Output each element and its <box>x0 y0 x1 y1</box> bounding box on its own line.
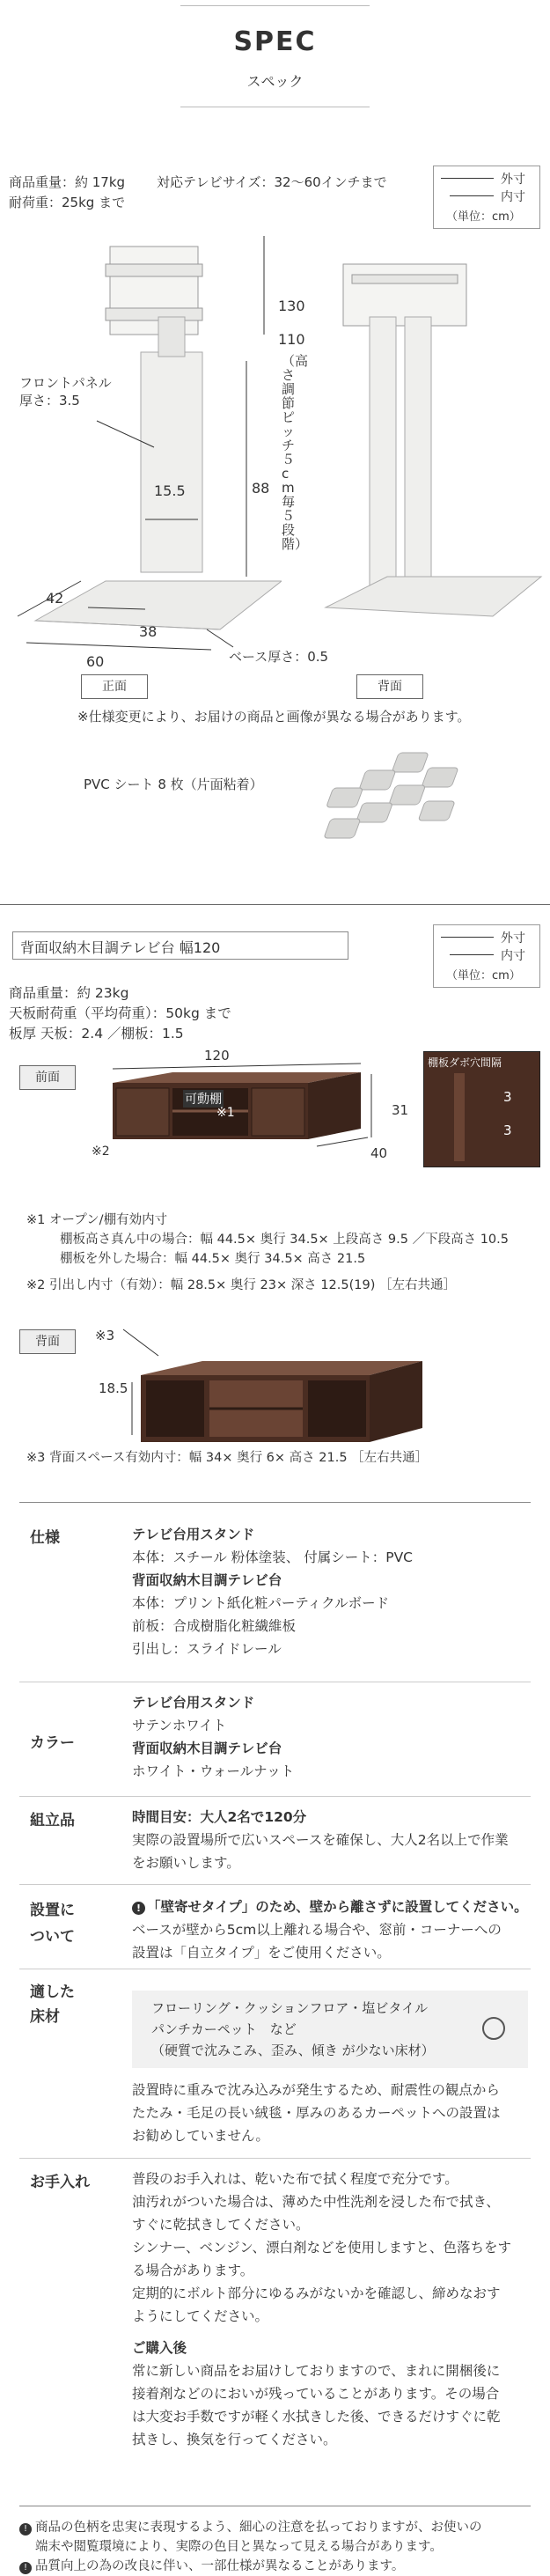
front-panel-thickness: 厚さ：3.5 <box>19 393 80 408</box>
floor-body: 設置時に重みで沈み込みが発生するため、耐震性の観点から たたみ・毛足の長い絨毯・厚みのあるカーペットへの設置は お勧めしていません。 <box>132 2082 501 2144</box>
floor-head: 適した 床材 <box>30 1984 75 2026</box>
front-panel-label: フロントパネル <box>19 375 112 391</box>
note1-line1: 棚板高さ真ん中の場合：幅 44.5× 奥行 34.5× 上段高さ 9.5 ／下段高さ 10.5 <box>60 1233 509 1247</box>
stand-note: ※仕様変更により、お届けの商品と画像が異なる場合があります。 <box>77 709 471 725</box>
cabinet-weight: 商品重量：約 23kg <box>9 985 129 1001</box>
spec-head: 仕様 <box>30 1529 60 1547</box>
info-icon: ! <box>19 2523 32 2536</box>
spec-row-care <box>19 2158 531 2524</box>
base-thickness: ベース厚さ：0.5 <box>229 649 329 665</box>
color-body: テレビ台用スタンド サテンホワイト 背面収納木目調テレビ台 ホワイト・ウォールナット <box>132 1695 295 1779</box>
dim-18-5: 18.5 <box>99 1380 128 1396</box>
back-pillar-left <box>370 317 396 607</box>
inner-arrow-icon <box>450 954 494 955</box>
care-body: 普段のお手入れは、乾いた布で拭く程度で充分です。 油汚れがついた場合は、薄めた中性洗剤を浸した布で拭き、 すぐに乾拭きしてください。 シンナー、ベンジン、漂白剤などを使用しますと、色落ちをす る場合があります。 定期的にボルト部分にゆるみがないかを確認し、締めなおす ようにしてください。 ご購入後 常に新しい商品をお届けしておりますので、まれに開梱後に 接着剤などのにおいが残っていることがあります。その場合 は大変お手数ですが軽く水拭きした後、できるだけすぐに乾 拭きし、換気を行ってください。 <box>132 2171 511 2447</box>
stand-tv-size: 対応テレビサイズ：32～60インチまで <box>157 174 387 190</box>
assembly-head: 組立品 <box>30 1812 75 1829</box>
note1-line2: 棚板を外した場合：幅 44.5× 奥行 34.5× 高さ 21.5 <box>60 1252 366 1266</box>
install-body: ! 「壁寄せタイプ」のため、壁から離さずに設置してください。 ベースが壁から5cm以上離れる場合や、窓前・コーナーへの 設置は「自立タイプ」をご使用ください。 <box>132 1895 528 1964</box>
color-head: カラー <box>30 1734 75 1752</box>
mark3: ※3 <box>95 1328 115 1343</box>
spec-table-top-rule <box>19 1502 531 1503</box>
section-divider <box>0 904 550 905</box>
floor-box <box>132 1991 528 2068</box>
stand-load: 耐荷重：25kg まで <box>9 195 126 210</box>
stand-front-label: 正面 <box>81 674 148 699</box>
floor-box-text: フローリング・クッションフロア・塩ビタイル パンチカーペット など （硬質で沈みこみ、歪み、傾き が少ない床材） <box>151 2000 435 2058</box>
footer-line3: ! 品質向上の為の改良に伴い、一部仕様が異なることがあります。 <box>19 2557 539 2576</box>
care-head: お手入れ <box>30 2174 90 2191</box>
pvc-sheets-icon <box>312 748 506 850</box>
back-pillar-right <box>405 317 431 607</box>
dim-line-60 <box>26 643 211 650</box>
assembly-body: 時間目安：大人2名で120分 実際の設置場所で広いスペースを確保し、大人2名以上で作業 をお願いします。 <box>132 1809 509 1871</box>
spec-row-color <box>19 1682 531 1795</box>
header-rule-top <box>180 5 370 6</box>
cabinet-back-side <box>370 1361 422 1442</box>
cabinet-back-label: 背面 <box>19 1329 76 1354</box>
cabinet-title-box <box>12 931 348 960</box>
drawer-left <box>116 1088 169 1136</box>
stand-back-label: 背面 <box>356 674 423 699</box>
outer-arrow-icon <box>441 937 494 938</box>
dim-155: 15.5 <box>154 482 186 499</box>
footer: ! 商品の色柄を忠実に表現するよう、細心の注意を払っておりますが、お使いの 端末や閲覧環境により、実際の色目と異なって見える場合があります。 ! 品質向上の為の改良に伴い、一部仕様が異なることがあります。 <box>19 2518 539 2576</box>
page-subtitle: スペック <box>246 73 304 90</box>
cabinet-back-diagram <box>88 1312 440 1453</box>
dim-120: 120 <box>204 1048 230 1064</box>
drawer-right <box>252 1088 304 1136</box>
spec-row-spec <box>19 1514 531 1673</box>
dim-130: 130 <box>278 298 305 314</box>
tv-mount-bar-2 <box>106 308 202 320</box>
info-icon: ! <box>132 1902 145 1915</box>
cabinet-front-label: 前面 <box>19 1065 76 1090</box>
movable-shelf-label: 可動棚 <box>183 1090 224 1108</box>
dim-42: 42 <box>46 590 64 607</box>
outer-arrow-icon <box>441 178 494 179</box>
mark1: ※1 <box>216 1106 235 1120</box>
base-thickness-leader <box>207 629 233 647</box>
spec-row-floor <box>19 1969 531 2159</box>
note2: ※2 引出し内寸（有効）：幅 28.5× 奥行 23× 深さ 12.5(19) ［左右共通］ <box>26 1278 456 1292</box>
mark2: ※2 <box>92 1144 110 1159</box>
dim-40: 40 <box>370 1145 388 1161</box>
install-head: 設置に ついて <box>30 1902 75 1946</box>
tv-mount-bar <box>106 264 202 276</box>
install-warning: ! 「壁寄せタイプ」のため、壁から離さずに設置してください。 <box>132 1895 528 1918</box>
dowel-label: 棚板ダボ穴間隔 <box>428 1056 502 1069</box>
spec-row-assembly <box>19 1796 531 1885</box>
stand-pillar <box>141 352 202 572</box>
dowel-detail <box>423 1051 540 1167</box>
back-space-left <box>146 1380 204 1437</box>
dim-60: 60 <box>86 653 105 670</box>
dim-88: 88 <box>252 480 270 497</box>
spec-body: テレビ台用スタンド 本体：スチール 粉体塗装、 付属シート：PVC 背面収納木目調テレビ台 本体：プリント紙化粧パーティクルボード 前板：合成樹脂化粧繊維板 引出し：スライドレール <box>132 1527 414 1657</box>
cabinet-top-load: 天板耐荷重（平均荷重）：50kg まで <box>9 1005 231 1021</box>
dowel-dim-1: 3 <box>503 1089 512 1105</box>
dowel-dim-2: 3 <box>503 1122 512 1138</box>
ok-circle-icon <box>482 2017 505 2040</box>
dowel-strip <box>454 1073 465 1161</box>
dim-38: 38 <box>139 623 158 640</box>
stand-back-diagram <box>308 238 546 660</box>
dim-110: 110 <box>278 331 305 348</box>
spec-row-install <box>19 1884 531 1971</box>
inner-arrow-icon <box>450 195 494 196</box>
cabinet-legend: 外寸 内寸 （単位：cm） <box>433 924 540 988</box>
dim-adjust-pitch: （高さ調節ピッチ５cm毎５段階） <box>282 353 309 552</box>
stand-legend: 外寸 内寸 （単位：cm） <box>433 166 540 229</box>
pvc-label: PVC シート 8 枚（片面粘着） <box>84 776 263 792</box>
page-title: SPEC <box>233 26 317 57</box>
back-base <box>326 577 541 616</box>
stand-pillar-neck <box>158 317 185 357</box>
cabinet-board: 板厚 天板：2.4 ／棚板：1.5 <box>9 1026 184 1041</box>
footer-line1: ! 商品の色柄を忠実に表現するよう、細心の注意を払っておりますが、お使いの <box>19 2518 539 2537</box>
note1-title: ※1 オープン/棚有効内寸 <box>26 1213 168 1227</box>
info-icon: ! <box>19 2562 32 2574</box>
cabinet-title: 背面収納木目調テレビ台 幅120 <box>20 939 221 956</box>
back-space-right <box>308 1380 366 1437</box>
stand-weight: 商品重量：約 17kg <box>9 174 126 190</box>
cabinet-side <box>308 1072 361 1139</box>
dim-31: 31 <box>392 1102 409 1118</box>
back-mount-bar <box>352 275 458 283</box>
note3: ※3 背面スペース有効内寸：幅 34× 奥行 6× 高さ 21.5 ［左右共通］ <box>26 1451 429 1465</box>
stand-front-diagram <box>0 229 282 687</box>
